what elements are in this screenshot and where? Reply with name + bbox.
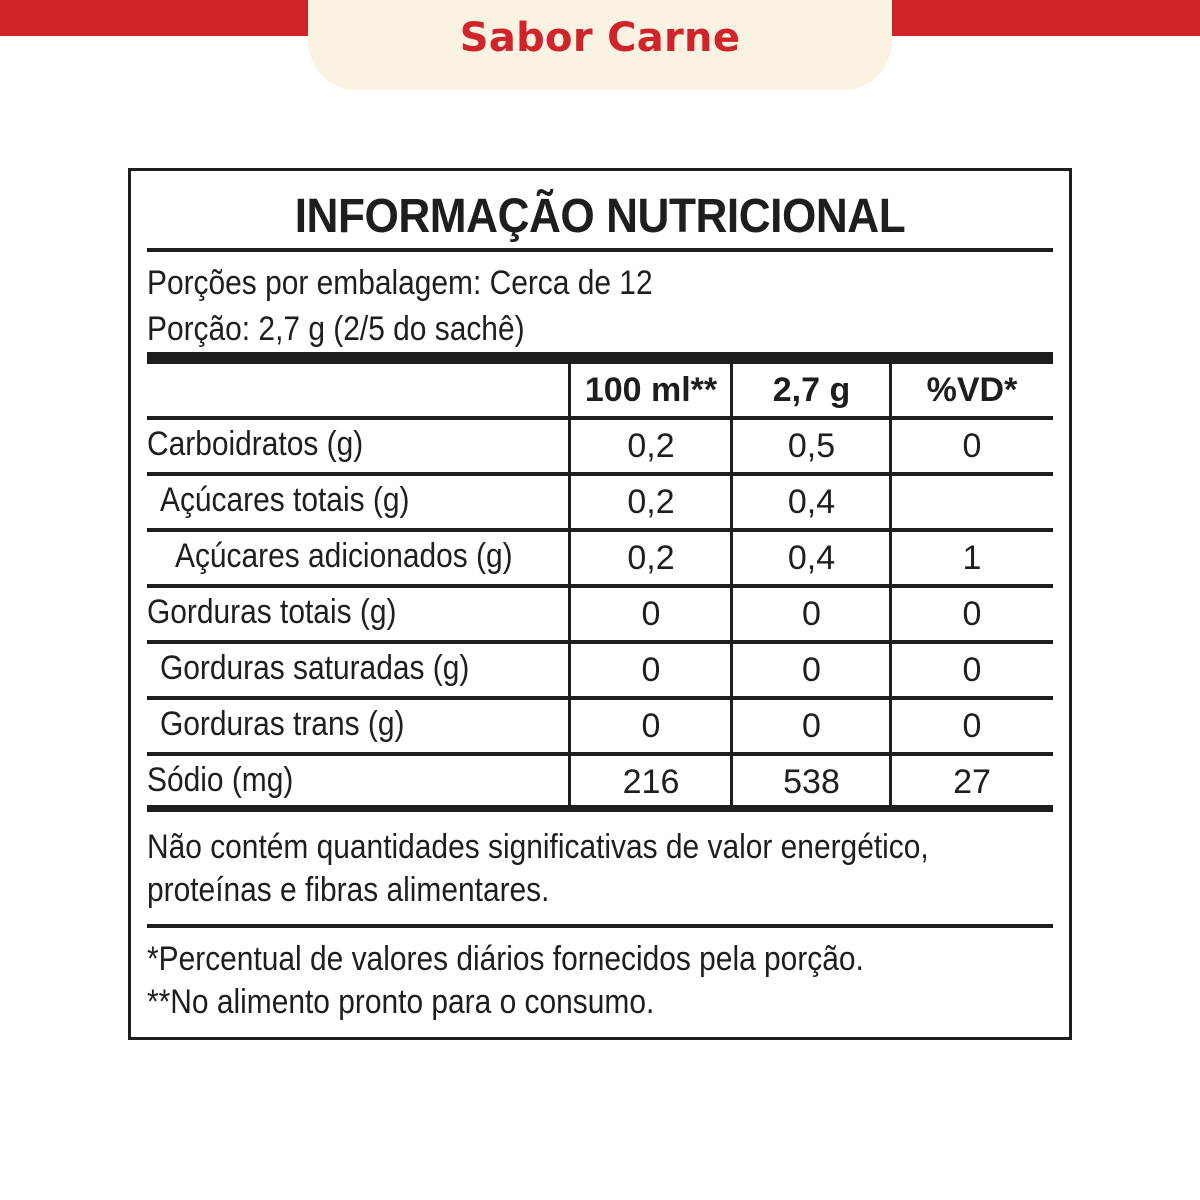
value-per-100ml: 0 — [641, 707, 661, 745]
row-divider — [147, 696, 1053, 700]
value-per-portion: 0,4 — [787, 483, 836, 521]
nutrient-name: Gorduras totais (g) — [147, 593, 397, 631]
col-header-portion: 2,7 g — [772, 371, 851, 409]
row-divider — [147, 472, 1053, 476]
row-divider — [147, 584, 1053, 588]
value-per-portion: 0 — [802, 707, 821, 745]
column-divider — [730, 364, 733, 808]
row-divider — [147, 640, 1053, 644]
nutrition-title: INFORMAÇÃO NUTRICIONAL — [294, 190, 906, 243]
nutrient-name: Gorduras saturadas (g) — [160, 649, 470, 687]
serving-size: Porção: 2,7 g (2/5 do sachê) — [147, 310, 525, 348]
value-per-100ml: 0 — [641, 651, 661, 689]
value-per-portion: 0,5 — [787, 427, 836, 465]
value-vd: 0 — [962, 595, 982, 633]
nutrient-name: Sódio (mg) — [147, 761, 294, 799]
header-divider — [147, 416, 1053, 420]
serving-divider-thick — [147, 352, 1053, 364]
footnote-ready: **No alimento pronto para o consumo. — [147, 983, 655, 1021]
servings-per-package: Porções por embalagem: Cerca de 12 — [147, 264, 653, 302]
value-vd: 1 — [962, 539, 982, 577]
value-vd: 0 — [962, 651, 982, 689]
col-header-100ml: 100 ml** — [584, 371, 718, 409]
title-divider — [147, 248, 1053, 252]
row-divider — [147, 752, 1053, 756]
nutrient-name: Açúcares totais (g) — [160, 481, 410, 519]
col-header-vd: %VD* — [926, 371, 1018, 409]
value-per-100ml: 0,2 — [627, 483, 675, 521]
value-per-portion: 0 — [802, 595, 821, 633]
footnote-vd: *Percentual de valores diários fornecidos pela porção. — [147, 940, 864, 978]
column-divider — [889, 364, 892, 808]
value-per-100ml: 0,2 — [627, 427, 675, 465]
nutrient-name: Gorduras trans (g) — [160, 705, 405, 743]
nutrient-note: Não contém quantidades significativas de valor energético, — [147, 828, 929, 866]
flavor-tab — [308, 0, 892, 90]
nutrient-name: Açúcares adicionados (g) — [175, 537, 513, 575]
nutrient-name: Carboidratos (g) — [147, 425, 364, 463]
value-per-100ml: 216 — [622, 763, 680, 801]
value-vd: 0 — [962, 707, 982, 745]
value-per-portion: 0,4 — [787, 539, 836, 577]
value-per-100ml: 0,2 — [627, 539, 675, 577]
value-per-portion: 538 — [783, 763, 840, 801]
table-bottom-divider — [147, 805, 1053, 812]
nutrition-facts-panel — [128, 168, 1072, 1040]
column-divider — [568, 364, 571, 808]
value-per-portion: 0 — [802, 651, 821, 689]
value-per-100ml: 0 — [641, 595, 661, 633]
flavor-title: Sabor Carne — [459, 15, 741, 61]
value-vd: 0 — [962, 427, 982, 465]
value-vd: 27 — [953, 763, 991, 801]
footnote-divider — [147, 924, 1053, 928]
nutrient-note: proteínas e fibras alimentares. — [147, 871, 550, 909]
row-divider — [147, 528, 1053, 532]
